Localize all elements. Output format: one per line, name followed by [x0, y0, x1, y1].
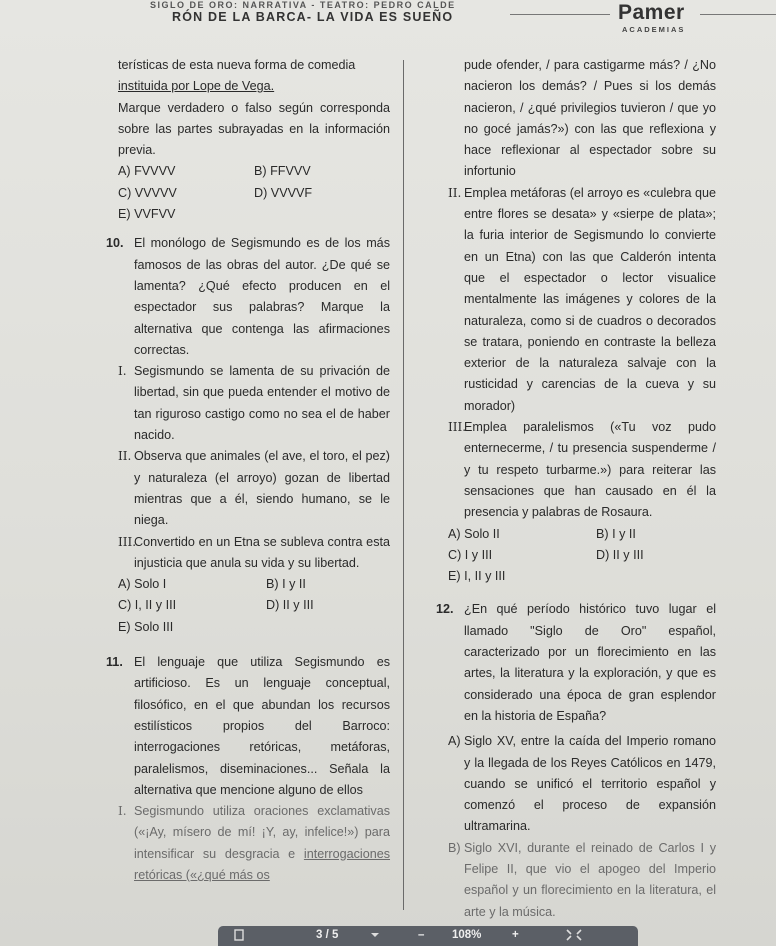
question-10: [106, 233, 390, 361]
header-rule: [510, 14, 610, 15]
page-icon[interactable]: [234, 929, 244, 941]
option-e[interactable]: E) Solo III: [118, 619, 174, 634]
option-b[interactable]: B) I y II: [266, 577, 306, 592]
q11-item-1: [118, 801, 390, 886]
option-text: Siglo XVI, durante el reinado de Carlos I y Felipe II, que vio el apogeo del Imperio español y un florecimiento en la literatura, el arte y la música.: [464, 840, 716, 919]
q10-item-1: [118, 361, 390, 446]
q11-item-3: [448, 417, 716, 523]
question-stem: ¿En qué período histórico tuvo lugar el llamado "Siglo de Oro" español, caracterizado por un florecimiento en las artes, la literatura y la exploración, y que es considerado una época de gran esplendor en la historia de España?: [464, 602, 716, 723]
item-numeral: III.: [448, 420, 467, 435]
item-numeral: I.: [118, 804, 127, 819]
item-numeral: I.: [118, 364, 127, 379]
q12-option-a[interactable]: [448, 731, 716, 837]
option-e[interactable]: E) VVFVV: [118, 207, 176, 222]
page-indicator[interactable]: 3 / 5: [316, 929, 339, 941]
q10-options: [118, 574, 390, 638]
option-c[interactable]: C) VVVVV: [118, 185, 177, 200]
zoom-level[interactable]: 108%: [452, 929, 482, 941]
column-divider: [403, 60, 404, 910]
option-text: Siglo XV, entre la caída del Imperio romano y la llegada de los Reyes Católicos en 1479, cuando se unificó el territorio español y comenzó el proceso de expansión ultramarina.: [464, 734, 716, 834]
left-column: [106, 55, 391, 886]
option-d[interactable]: D) II y III: [596, 547, 644, 562]
option-letter: A): [448, 734, 461, 749]
q11-options: [448, 524, 716, 588]
item-text: Emplea paralelismos («Tu voz pudo enternecerme, / tu presencia suspenderme / y tu respeto turbarme.») para reiterar las sensaciones que han causado en él la presencia y palabras de Rosaura.: [464, 420, 716, 520]
option-c[interactable]: C) I y III: [448, 547, 493, 562]
question-number: 10.: [106, 236, 124, 251]
fit-page-icon[interactable]: [566, 929, 582, 941]
option-d[interactable]: D) VVVVF: [254, 185, 313, 200]
q11-item-2: [448, 183, 716, 417]
intro-instruction: Marque verdadero o falso según corresponda sobre las partes subrayadas en la información previa.: [118, 100, 390, 158]
option-a[interactable]: A) Solo II: [448, 526, 500, 541]
right-column: [436, 55, 717, 923]
intro-line: terísticas de esta nueva forma de comedia: [118, 58, 356, 72]
item-text: Convertido en un Etna se subleva contra esta injusticia que anula su vida y su libertad.: [134, 534, 390, 570]
question-number: 12.: [436, 602, 454, 617]
q11-item-1-continued: pude ofender, / para castigarme más? / ¿No nacieron los demás? / Pues si los demás nacieron, / ¿qué privilegios tuvieron / que yo no gocé jamás?») con las que reflexiona y hace reflexionar al espectador sobre su infortunio: [464, 58, 716, 179]
item-text: Emplea metáforas (el arroyo es «culebra que entre flores se desata» y «sierpe de plata»; la furia interior de Segismundo lo convierte en un Etna) con las que Calderón intenta que el espectador o lector visualice mentalmente las imágenes y colores de la naturaleza, como si de cuadros o decorados se tratara, poniendo en contraste la belleza exterior de la naturaleza salvaje con la rusticidad y carencias de la cueva y su morador): [464, 185, 717, 413]
header-title: RÓN DE LA BARCA- LA VIDA ES SUEÑO: [172, 10, 454, 24]
zoom-in-button[interactable]: +: [512, 929, 519, 941]
item-text-cut: interrogaciones retóricas («¿qué más os: [134, 846, 391, 882]
q10-item-2: [118, 446, 390, 531]
question-11: [106, 652, 390, 801]
header-rule-right: [700, 14, 776, 15]
option-c[interactable]: C) I, II y III: [118, 598, 177, 613]
pamer-logo: Pamer: [618, 1, 685, 24]
option-a[interactable]: A) FVVVV: [118, 164, 176, 179]
item-numeral: III.: [118, 534, 137, 549]
q12-option-b[interactable]: [448, 838, 716, 923]
option-a[interactable]: A) Solo I: [118, 577, 167, 592]
zoom-out-button[interactable]: –: [418, 929, 425, 941]
question-stem: El lenguaje que utiliza Segismundo es artificioso. Es un lenguaje conceptual, filosófico, en el que abundan los recursos estilísticos propios del Barroco: interrogaciones retóricas, metáforas, paralelismos, diseminaciones... Señala la alternativa que mencione alguno de ellos: [134, 655, 390, 797]
option-e[interactable]: E) I, II y III: [448, 569, 506, 584]
question-number: 11.: [106, 655, 123, 670]
pamer-logo-subtitle: ACADEMIAS: [622, 25, 686, 34]
item-text: Segismundo se lamenta de su privación de libertad, sin que pueda entender el motivo de tan riguroso castigo como no sea el de haber nacido.: [134, 364, 390, 443]
option-b[interactable]: B) FFVVV: [254, 164, 311, 179]
item-numeral: II.: [118, 449, 132, 464]
item-numeral: II.: [448, 185, 462, 200]
option-d[interactable]: D) II y III: [266, 598, 314, 613]
option-letter: B): [448, 840, 461, 855]
question-stem: El monólogo de Segismundo es de los más famosos de las obras del autor. ¿De qué se lamenta? ¿Qué efecto producen en el espectador sus palabras? Marque la alternativa que contenga las afirmaciones correctas.: [134, 236, 390, 357]
q9-options: [118, 161, 390, 225]
intro-underlined: instituida por Lope de Vega.: [118, 79, 275, 94]
chevron-down-icon[interactable]: [370, 929, 380, 941]
header-series: SIGLO DE ORO: NARRATIVA - TEATRO: PEDRO CALDE: [150, 0, 456, 10]
pdf-viewer-toolbar: [218, 926, 638, 946]
question-12: [436, 599, 716, 727]
option-b[interactable]: B) I y II: [596, 526, 636, 541]
q10-item-3: [118, 532, 390, 575]
item-text: Observa que animales (el ave, el toro, el pez) y naturaleza (el arroyo) gozan de libertad mientras que a él, siendo humano, se le niega.: [134, 449, 390, 528]
item-text: Segismundo utiliza oraciones exclamativas («¡Ay, mísero de mí! ¡Y, ay, infelice!») para intensificar su desgracia e: [134, 804, 390, 861]
